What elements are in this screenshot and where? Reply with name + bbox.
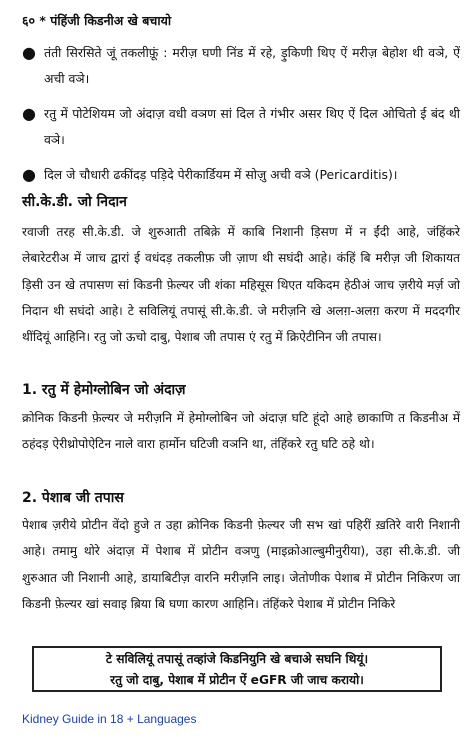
bullet-dot-icon: ● <box>22 165 36 184</box>
list-item <box>22 40 460 92</box>
paragraph-urine-test: पेशाब ज़रीये प्रोटीन वेंदो हुजे त उहा क्रोनिक किडनी फ़ेल्यर जी सभ खां पहिरीं ख़तिरे वारी निशानी आहे। तमामु थोरे अंदाज़ में पेशाब में प्रोटीन वञणु (माइक्रोआल्बुमीनुरीया), उहा सी.के.डी. जी शुरुआत जी निशानी आहे, डायाबिटीज़ वारनि मरीज़नि लाइ। जेतोणीक पेशाब में प्रोटीन निकिरण जा किडनी फ़ेल्यर खां सवाइ ब़िया बि घणा कारण आहिनि। तंहिंकरे पेशाब में प्रोटीन निकिरे <box>22 518 460 611</box>
bullet-text: दिल जे चौधारी ढकींदड़ पड़िदे पेरीकार्डियम में सोज़ु अची वञे (Pericarditis)। <box>44 167 398 182</box>
list-item <box>22 162 460 188</box>
callout-line-2: रतु जो दाबु, पेशाब में प्रोटीन ऐं eGFR जी जाच करायो। <box>110 673 364 687</box>
section-heading-diagnosis: सी.के.डी. जो निदान <box>22 194 127 210</box>
symptom-bullet-list <box>22 40 460 197</box>
list-item <box>22 101 460 153</box>
callout-box <box>32 646 442 692</box>
bullet-text: रतु में पोटेशियम जो अंदाज़ वधी वञण सां दिल ते गंभीर असर थिए ऐं दिल ओचितो ई बंद थी वञे। <box>44 106 460 147</box>
bullet-dot-icon: ● <box>22 43 36 62</box>
callout-line-1: टे सविलियूं तपासूं तव्हांजे किडनियुनि खे बचाअे सघनि थियूं। <box>105 652 369 666</box>
section-heading-urine-test: 2. पेशाब जी तपास <box>22 490 124 506</box>
section-heading-hemoglobin: 1. रतु में हेमोग्लोबिन जो अंदाज़ <box>22 382 186 398</box>
running-header: ६० * पंहिंजी किडनीअ खे बचायो <box>22 13 172 28</box>
paragraph-hemoglobin: क्रोनिक किडनी फ़ेल्यर जे मरीज़नि में हेमोग्लोबिन जो अंदाज़ घटि हूंदो आहे छाकाणि त किडनीअ में ठहंदड़ ऐरीथ्रोपोऐटिन नाले वारा हार्मोन घटिजी वञनि था, तंहिंकरे रतु घटि ठहे थो। <box>22 411 460 452</box>
bullet-dot-icon: ● <box>22 104 36 123</box>
bullet-text: तंती सिरसिते जूं तकलीफ़ूं : मरीज़ घणी निंड में रहे, ड़ुकिणी थिए ऐं मरीज़ बेहोश थी वञे, ऐं अची वञे। <box>44 45 460 86</box>
footer-link-text: Kidney Guide in 18 + Languages <box>22 712 197 726</box>
paragraph-diagnosis: रवाजी तरह सी.के.डी. जे शुरुआती तबिक़े में काबि निशानी ड़िसण में न ईंदी आहे, जंहिंकरे लेबारेटरीअ में जाच द्वारां ई वधंदड़ तकलीफ़ जी ज़ाण थी सघंदी आहे। कंहिं बि मरीज़ जी शिकायत ड़िसी उन खे तपासण सां किडनी फ़ेल्यर जी शंका महिसूस थिएत यकिदम हेठीअं जाच ज़रीये मर्ज़ जो निदान थी सघंदो आहे। टे सविलियूं तपासूं सी.के.डी. जे मरीज़नि खे अलग़-अलग़ करण में मददगीर थींदियूं आहिनि। रतु जो ऊचो दाबु, पेशाब जी तपास एं रतु में क्रिऐटीनिन जी तपास। <box>22 225 460 345</box>
